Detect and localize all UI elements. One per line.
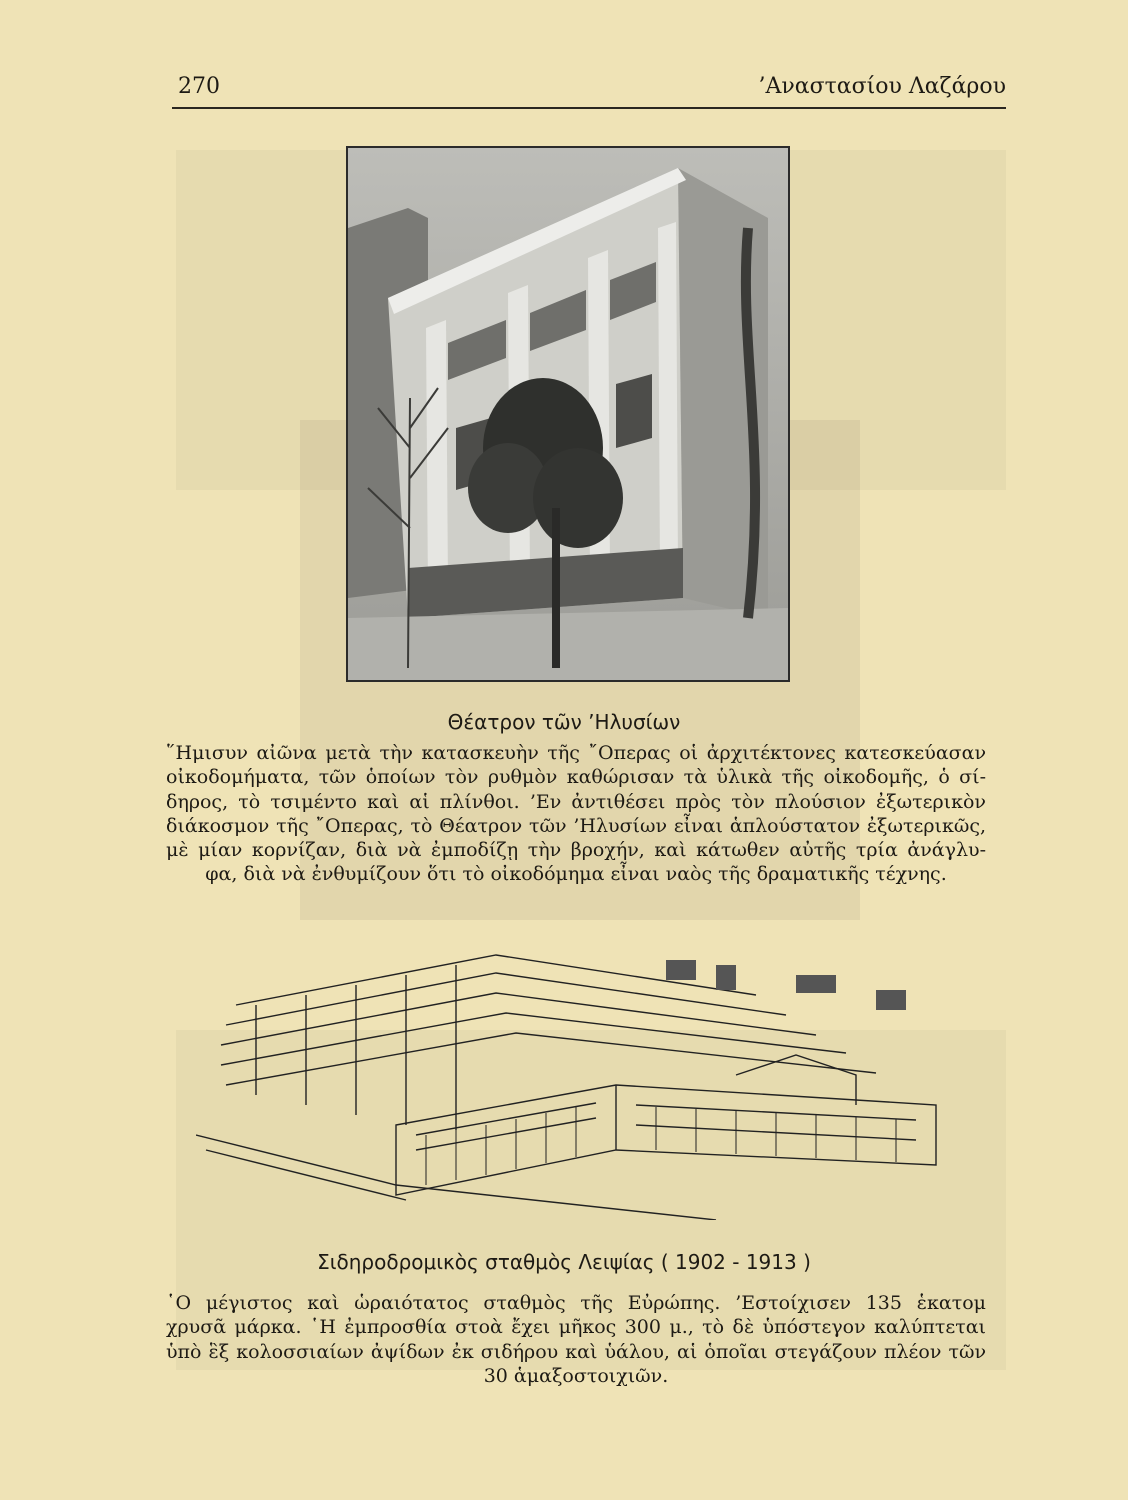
figure-2-caption: Σιδηροδρομικὸς σταθμὸς Λειψίας ( 1902 - 1913 ) xyxy=(317,1250,811,1274)
text-line: 30 ἁμαξοστοιχιῶν. xyxy=(483,1364,669,1387)
railway-station-engraving xyxy=(196,935,966,1220)
text-line: φα, διὰ νὰ ἐνθυμίζουν ὅτι τὸ οἰκοδόμημα εἶναι ναὸς τῆς δραματικῆς τέχνης. xyxy=(205,863,947,886)
text-line: ῾Ο μέγιστος καὶ ὡραιότατος σταθμὸς τῆς Εὐρώπης. ’Εστοίχισεν 135 ἑκατομ xyxy=(166,1292,986,1314)
theatre-facade-photo xyxy=(346,146,790,682)
text-line: δηρος, τὸ τσιμέντο καὶ αἱ πλίνθοι. ’Εν ἀντιθέσει πρὸς τὸν πλούσιον ἐξωτερικὸν xyxy=(166,790,986,813)
text-line: οἰκοδομήματα, τῶν ὁποίων τὸν ρυθμὸν καθώρισαν τὰ ὑλικὰ τῆς οἰκοδομῆς, ὁ σί- xyxy=(166,766,986,789)
text-line: ῞Ημισυν αἰῶνα μετὰ τὴν κατασκευὴν τῆς ῎Οπερας οἱ ἀρχιτέκτονες κατεσκεύασαν xyxy=(166,742,986,764)
page-header xyxy=(178,70,1006,110)
text-line: διάκοσμον τῆς ῎Οπερας, τὸ Θέατρον τῶν ’Ηλυσίων εἶναι ἁπλούστατον ἐξωτερικῶς, xyxy=(166,814,986,837)
running-head: ’Αναστασίου Λαζάρου xyxy=(758,74,1006,99)
figure-1-caption: Θέατρον τῶν ’Ηλυσίων xyxy=(447,710,681,734)
railway-station-illustration xyxy=(196,935,966,1220)
paragraph-station xyxy=(166,1291,986,1388)
theatre-facade-illustration xyxy=(348,148,788,680)
header-rule xyxy=(172,107,1006,109)
text-line: μὲ μίαν κορνίζαν, διὰ νὰ ἐμποδίζῃ τὴν βροχήν, καὶ κάτωθεν αὐτῆς τρία ἀνάγλυ- xyxy=(166,839,986,862)
page-number: 270 xyxy=(178,74,220,99)
text-line: χρυσᾶ μάρκα. ῾Η ἐμπροσθία στοὰ ἔχει μῆκος 300 μ., τὸ δὲ ὑπόστεγον καλύπτεται xyxy=(166,1316,986,1339)
paragraph-theatre xyxy=(166,741,986,887)
text-line: ὑπὸ ἓξ κολοσσιαίων ἀψίδων ἐκ σιδήρου καὶ ὑάλου, αἱ ὁποῖαι στεγάζουν πλέον τῶν xyxy=(166,1340,986,1363)
